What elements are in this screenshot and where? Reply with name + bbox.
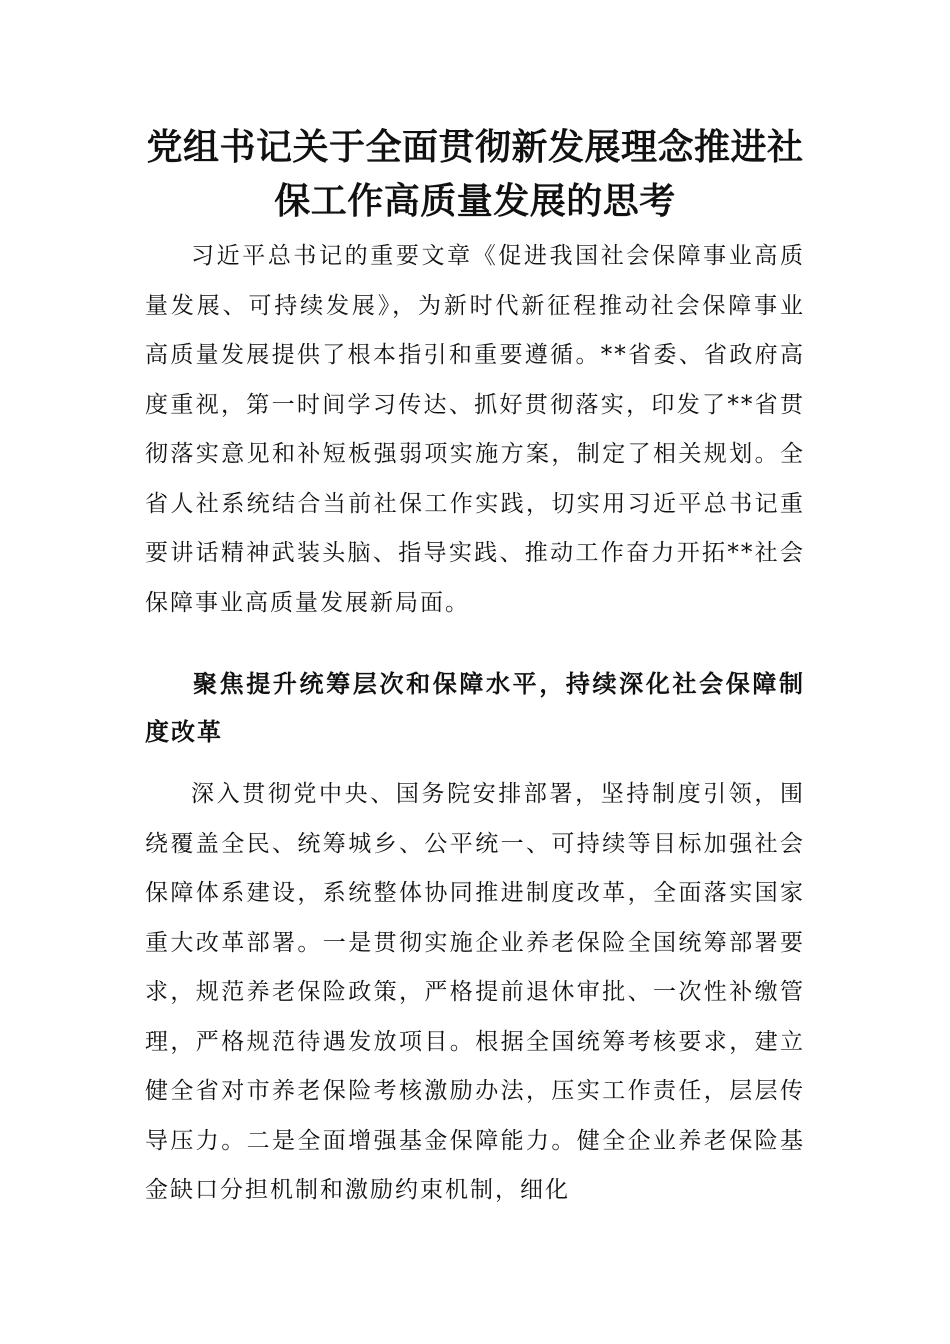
- intro-paragraph: 习近平总书记的重要文章《促进我国社会保障事业高质量发展、可持续发展》，为新时代新征程推动社会保障事业高质量发展提供了根本指引和重要遵循。**省委、省政府高度重视，第一时间学习传达、抓好贯彻落实，印发了**省贯彻落实意见和补短板强弱项实施方案，制定了相关规划。全省人社系统结合当前社保工作实践，切实用习近平总书记重要讲话精神武装头脑、指导实践、推动工作奋力开拓**社会保障事业高质量发展新局面。: [145, 243, 805, 616]
- document-title-line-1: 党组书记关于全面贯彻新发展理念推进社: [146, 126, 804, 168]
- document-title-line-2: 保工作高质量发展的思考: [274, 180, 676, 222]
- section-heading: 聚焦提升统筹层次和保障水平，持续深化社会保障制度改革: [145, 669, 805, 746]
- body-paragraph: 深入贯彻党中央、国务院安排部署，坚持制度引领，围绕覆盖全民、统筹城乡、公平统一、可持续等目标加强社会保障体系建设，系统整体协同推进制度改革，全面落实国家重大改革部署。一是贯彻实施企业养老保险全国统筹部署要求，规范养老保险政策，严格提前退休审批、一次性补缴管理，严格规范待遇发放项目。根据全国统筹考核要求，建立健全省对市养老保险考核激励办法，压实工作责任，层层传导压力。二是全面增强基金保障能力。健全企业养老保险基金缺口分担机制和激励约束机制，细化: [145, 781, 805, 1203]
- document-title: [140, 120, 810, 228]
